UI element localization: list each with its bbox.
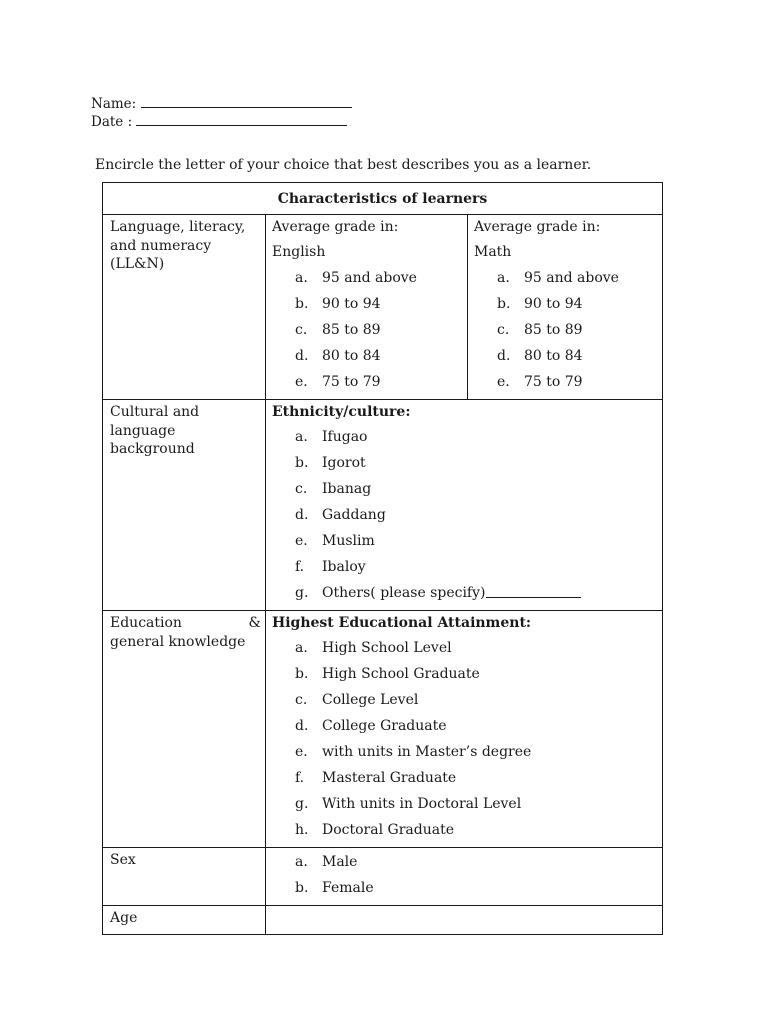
education-cell — [266, 611, 663, 848]
education-heading: Highest Educational Attainment: — [272, 615, 532, 631]
culture-cell — [266, 400, 663, 611]
english-options — [272, 265, 463, 395]
option-text: 85 to 89 — [524, 322, 583, 338]
option-text: Others( please specify) — [322, 585, 486, 601]
table-row-age — [103, 906, 663, 935]
option-text: With units in Doctoral Level — [322, 796, 522, 812]
option-letter[interactable]: d. — [497, 348, 511, 364]
math-subject: Math — [474, 244, 512, 260]
english-subject: English — [272, 244, 326, 260]
option-letter[interactable]: e. — [497, 374, 510, 390]
option-letter[interactable]: d. — [295, 718, 309, 734]
list-item[interactable] — [272, 317, 463, 343]
culture-options — [272, 424, 658, 606]
option-letter[interactable]: a. — [497, 270, 510, 286]
list-item[interactable] — [272, 265, 463, 291]
list-item[interactable] — [272, 687, 658, 713]
option-letter[interactable]: a. — [295, 270, 308, 286]
list-item[interactable] — [272, 849, 658, 875]
table-title: Characteristics of learners — [103, 183, 663, 215]
name-label: Name: — [91, 96, 137, 112]
option-letter[interactable]: e. — [295, 533, 308, 549]
option-text: Igorot — [322, 455, 366, 471]
list-item[interactable] — [272, 424, 658, 450]
option-letter[interactable]: f. — [295, 559, 305, 575]
education-label — [103, 611, 266, 848]
table-row-llan — [103, 215, 663, 400]
option-letter[interactable]: c. — [295, 481, 308, 497]
list-item[interactable] — [474, 317, 658, 343]
option-text: Masteral Graduate — [322, 770, 457, 786]
culture-label: Cultural and language background — [103, 400, 266, 611]
option-letter[interactable]: a. — [295, 854, 308, 870]
date-blank-line[interactable] — [136, 112, 347, 126]
option-letter[interactable]: b. — [497, 296, 511, 312]
list-item[interactable] — [272, 580, 658, 606]
option-text: Ifugao — [322, 429, 368, 445]
list-item[interactable] — [474, 291, 658, 317]
math-grade-cell — [468, 215, 663, 400]
option-letter[interactable]: b. — [295, 455, 309, 471]
option-letter[interactable]: b. — [295, 296, 309, 312]
list-item[interactable] — [272, 476, 658, 502]
list-item[interactable] — [272, 343, 463, 369]
english-grade-cell — [266, 215, 468, 400]
list-item[interactable] — [272, 502, 658, 528]
option-letter[interactable]: h. — [295, 822, 309, 838]
option-text: 95 and above — [524, 270, 619, 286]
option-text: Ibanag — [322, 481, 372, 497]
list-item[interactable] — [272, 791, 658, 817]
option-text: 90 to 94 — [524, 296, 583, 312]
specify-blank-line[interactable] — [486, 580, 581, 598]
option-text: 90 to 94 — [322, 296, 381, 312]
option-text: 85 to 89 — [322, 322, 381, 338]
option-text: 75 to 79 — [524, 374, 583, 390]
option-letter[interactable]: b. — [295, 880, 309, 896]
option-letter[interactable]: b. — [295, 666, 309, 682]
age-label: Age — [103, 906, 266, 935]
table-row-culture — [103, 400, 663, 611]
date-field-row — [91, 112, 347, 131]
list-item[interactable] — [272, 875, 658, 901]
age-input-cell[interactable] — [266, 906, 663, 935]
instruction-text: Encircle the letter of your choice that best describes you as a learner. — [95, 157, 592, 173]
culture-heading: Ethnicity/culture: — [272, 404, 411, 420]
option-text: College Graduate — [322, 718, 447, 734]
english-heading: Average grade in: — [272, 219, 399, 235]
option-letter[interactable]: d. — [295, 507, 309, 523]
list-item[interactable] — [272, 528, 658, 554]
list-item[interactable] — [272, 369, 463, 395]
table-row-education — [103, 611, 663, 848]
name-field-row — [91, 94, 352, 113]
option-letter[interactable]: e. — [295, 744, 308, 760]
option-text: High School Level — [322, 640, 452, 656]
name-blank-line[interactable] — [141, 94, 352, 108]
education-label-amp: & — [248, 615, 261, 631]
date-label: Date : — [91, 114, 133, 130]
option-letter[interactable]: c. — [295, 692, 308, 708]
list-item[interactable] — [474, 343, 658, 369]
option-text: Male — [322, 854, 358, 870]
list-item[interactable] — [272, 765, 658, 791]
list-item[interactable] — [272, 661, 658, 687]
option-text: with units in Master’s degree — [322, 744, 532, 760]
option-text: Gaddang — [322, 507, 386, 523]
option-text: 75 to 79 — [322, 374, 381, 390]
option-letter[interactable]: g. — [295, 585, 309, 601]
option-letter[interactable]: a. — [295, 640, 308, 656]
list-item[interactable] — [474, 265, 658, 291]
option-text: College Level — [322, 692, 419, 708]
sex-label: Sex — [103, 848, 266, 906]
list-item[interactable] — [272, 739, 658, 765]
option-text: 80 to 84 — [524, 348, 583, 364]
list-item[interactable] — [272, 635, 658, 661]
list-item[interactable] — [272, 450, 658, 476]
option-text: Doctoral Graduate — [322, 822, 454, 838]
option-letter[interactable]: c. — [295, 322, 308, 338]
learner-characteristics-table — [102, 182, 663, 935]
option-letter[interactable]: c. — [497, 322, 510, 338]
option-letter[interactable]: a. — [295, 429, 308, 445]
option-text: 95 and above — [322, 270, 417, 286]
option-text: Muslim — [322, 533, 375, 549]
option-text: High School Graduate — [322, 666, 480, 682]
llan-label: Language, literacy, and numeracy (LL&N) — [103, 215, 266, 400]
option-letter[interactable]: d. — [295, 348, 309, 364]
math-options — [474, 265, 658, 395]
sex-options — [272, 849, 658, 901]
education-options — [272, 635, 658, 843]
option-text: Female — [322, 880, 374, 896]
sex-cell — [266, 848, 663, 906]
education-label-rest: general knowledge — [110, 633, 246, 650]
option-text: 80 to 84 — [322, 348, 381, 364]
math-heading: Average grade in: — [474, 219, 601, 235]
list-item[interactable] — [272, 713, 658, 739]
option-letter[interactable]: g. — [295, 796, 309, 812]
table-row-sex — [103, 848, 663, 906]
list-item[interactable] — [272, 554, 658, 580]
list-item[interactable] — [272, 291, 463, 317]
option-text: Ibaloy — [322, 559, 366, 575]
list-item[interactable] — [272, 817, 658, 843]
option-letter[interactable]: f. — [295, 770, 305, 786]
education-label-word: Education — [110, 615, 182, 631]
option-letter[interactable]: e. — [295, 374, 308, 390]
list-item[interactable] — [474, 369, 658, 395]
